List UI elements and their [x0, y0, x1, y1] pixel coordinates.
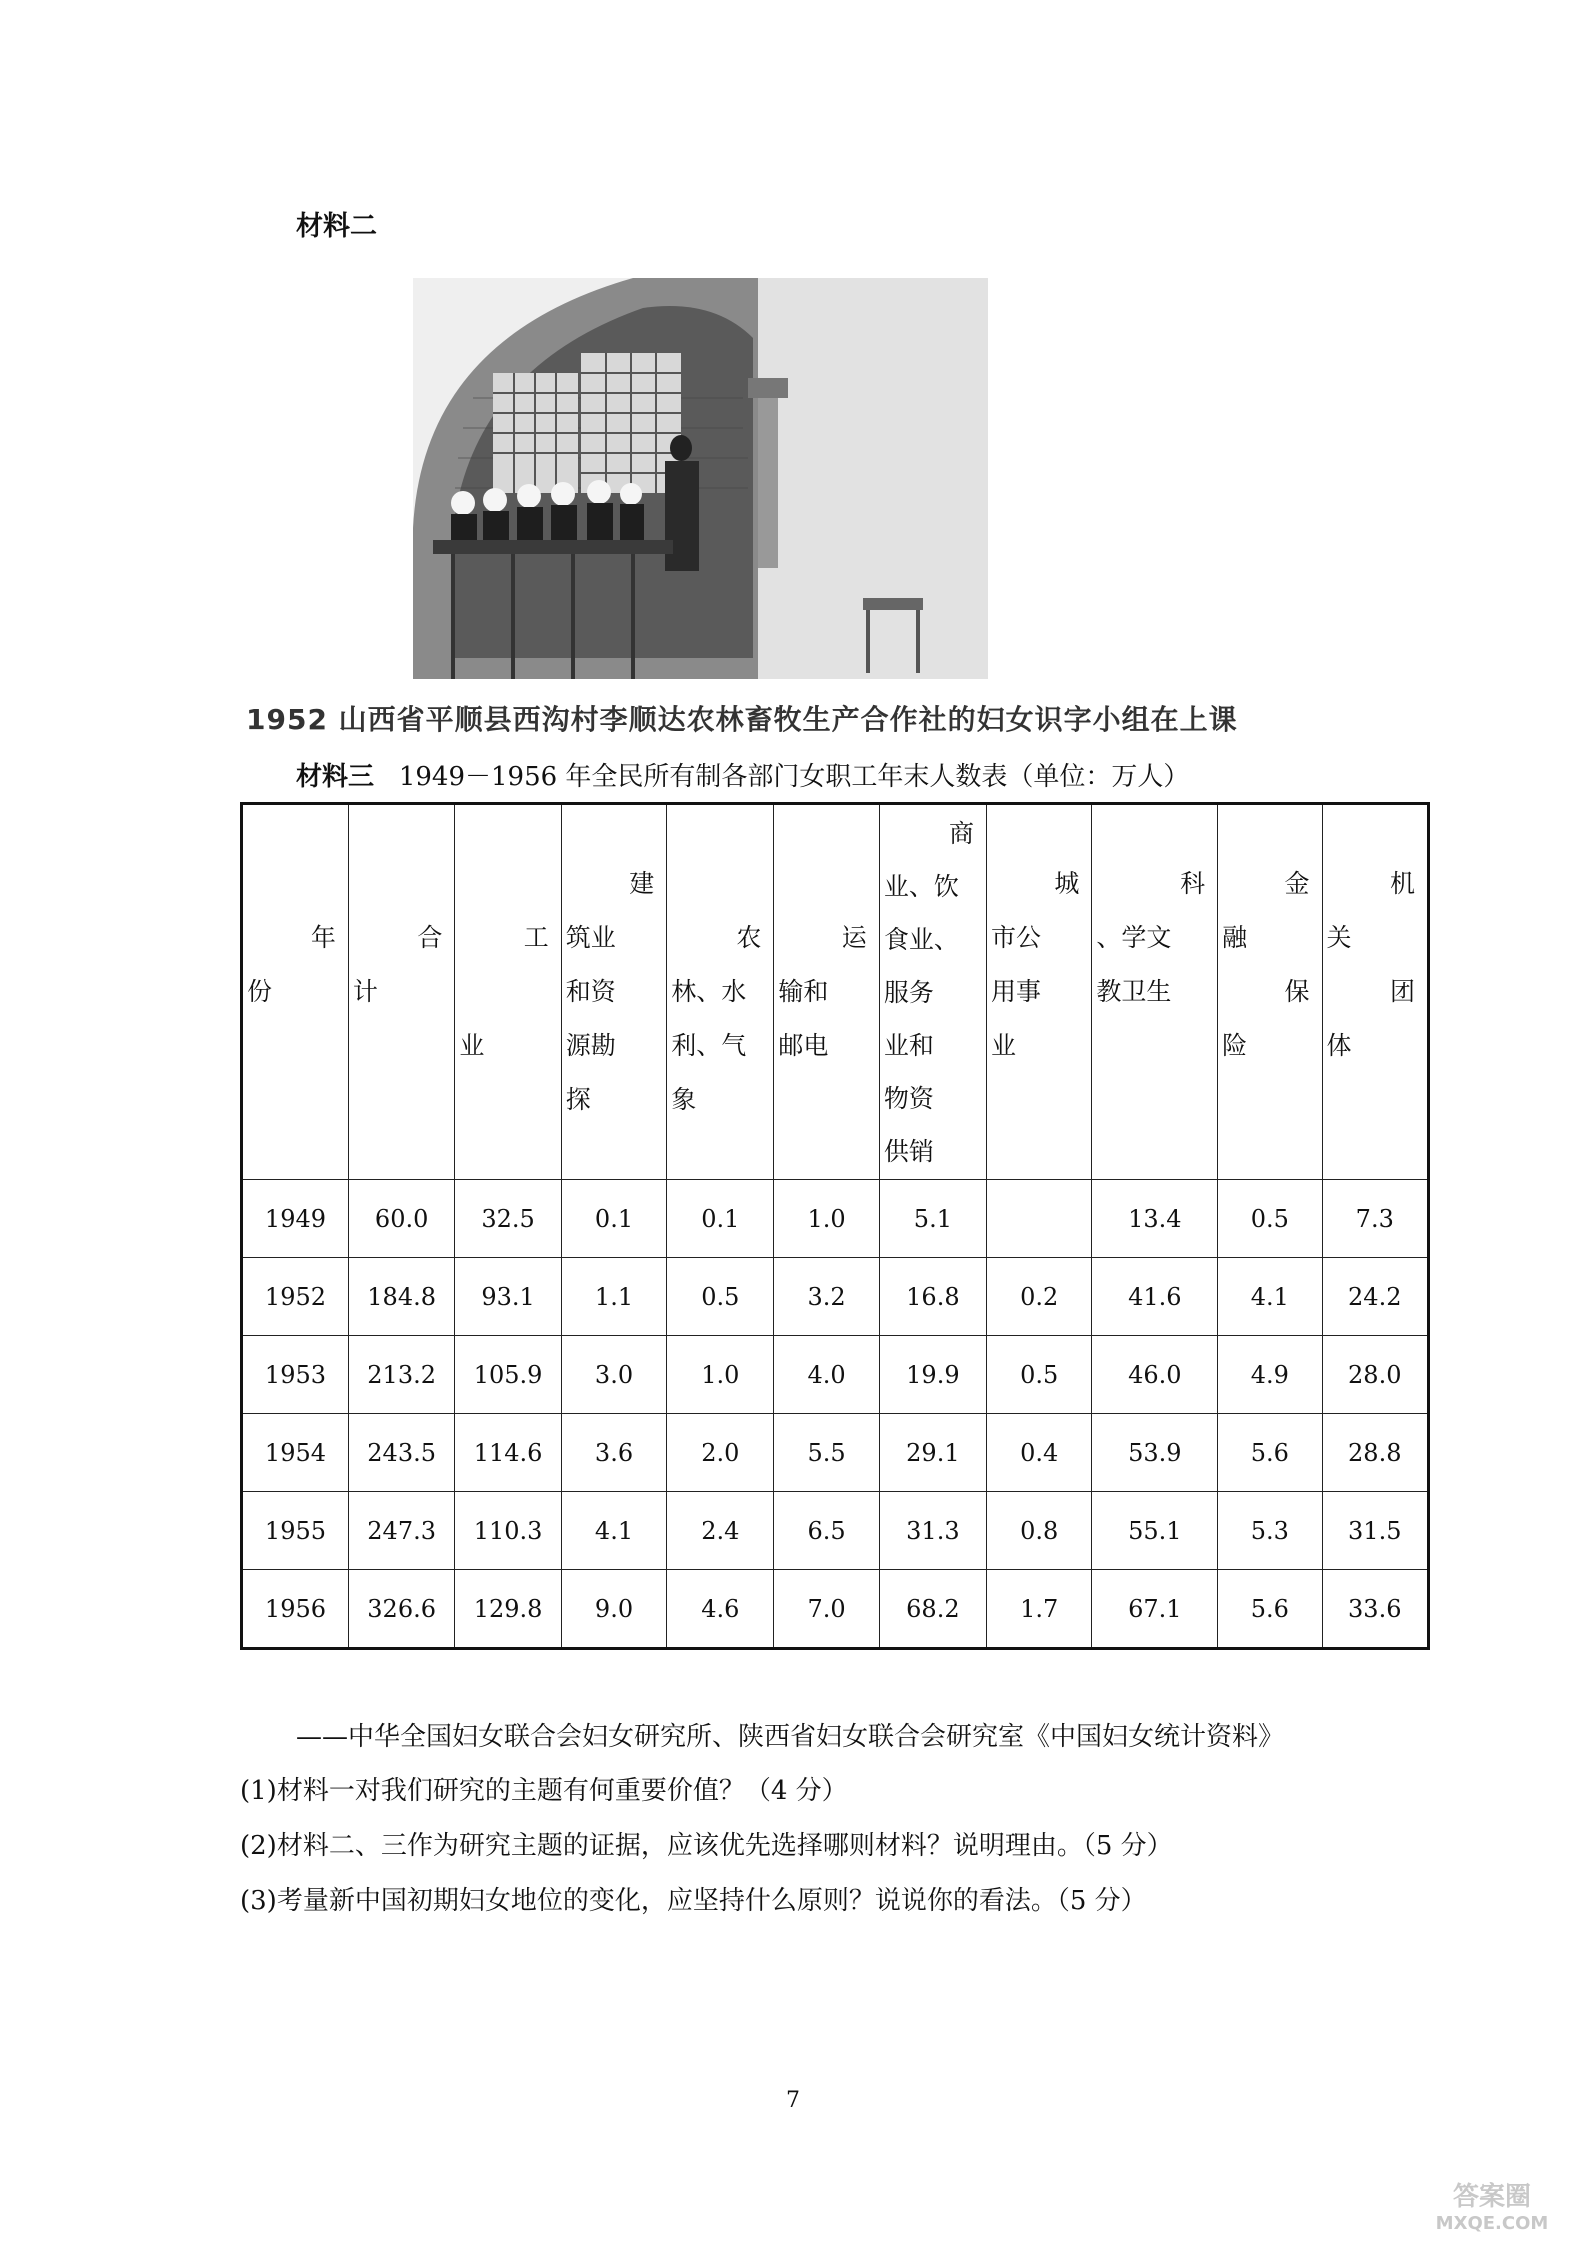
value-cell: 0.5: [1218, 1180, 1322, 1258]
value-cell: 0.5: [986, 1336, 1091, 1414]
value-cell: 33.6: [1322, 1570, 1428, 1649]
header-line: [351, 857, 452, 911]
header-line: [989, 1073, 1089, 1127]
value-cell: 67.1: [1092, 1570, 1218, 1649]
material3-title: [296, 756, 1189, 793]
value-cell: 31.3: [879, 1492, 986, 1570]
header-line: 利、气: [671, 1031, 747, 1060]
year-cell: 1955: [242, 1492, 349, 1570]
value-cell: 4.1: [561, 1492, 666, 1570]
header-line: [669, 857, 771, 911]
header-line: 象: [671, 1085, 697, 1114]
header-line: [245, 1019, 346, 1073]
header-finance-insurance: [1218, 804, 1322, 1180]
value-cell: 28.0: [1322, 1336, 1428, 1414]
value-cell: 28.8: [1322, 1414, 1428, 1492]
header-line: [457, 965, 558, 1019]
table-row: [242, 1414, 1429, 1492]
table-row: [242, 1180, 1429, 1258]
header-science-education: [1092, 804, 1218, 1180]
header-line: [351, 1019, 452, 1073]
header-line: 科: [1180, 869, 1206, 898]
material3-table-caption: 1949－1956 年全民所有制各部门女职工年末人数表（单位：万人）: [398, 762, 1190, 792]
table-row: [242, 1570, 1429, 1649]
header-construction: [561, 804, 666, 1180]
header-line: 市公: [990, 923, 1041, 952]
value-cell: 0.1: [667, 1180, 774, 1258]
value-cell: 114.6: [455, 1414, 561, 1492]
value-cell: 0.8: [986, 1492, 1091, 1570]
svg-text:答案圈: 答案圈: [1452, 2182, 1532, 2212]
value-cell: 13.4: [1092, 1180, 1218, 1258]
svg-text:MXQE.COM: MXQE.COM: [1435, 2213, 1549, 2234]
value-cell: 55.1: [1092, 1492, 1218, 1570]
value-cell: 16.8: [879, 1258, 986, 1336]
value-cell: 0.1: [561, 1180, 666, 1258]
value-cell: 1.0: [667, 1336, 774, 1414]
header-line: 团: [1389, 977, 1415, 1006]
header-line: [351, 1073, 452, 1127]
header-line: 业和: [883, 1030, 934, 1060]
header-line: 险: [1222, 1031, 1248, 1060]
photo-caption: 1952 山西省平顺县西沟村李顺达农林畜牧生产合作社的妇女识字小组在上课: [246, 703, 1238, 736]
header-line: 服务: [883, 977, 934, 1007]
header-line: 建: [629, 869, 655, 898]
header-line: 保: [1284, 977, 1310, 1006]
value-cell: 4.1: [1218, 1258, 1322, 1336]
question-3: (3)考量新中国初期妇女地位的变化，应坚持什么原则？说说你的看法。（5 分）: [240, 1886, 1147, 1916]
value-cell: 29.1: [879, 1414, 986, 1492]
header-commerce: [879, 804, 986, 1180]
header-transport: [774, 804, 879, 1180]
header-line: 运: [841, 923, 867, 952]
value-cell: 53.9: [1092, 1414, 1218, 1492]
header-line: 工: [523, 923, 549, 952]
value-cell: 9.0: [561, 1570, 666, 1649]
value-cell: 2.0: [667, 1414, 774, 1492]
table-row: [242, 1336, 1429, 1414]
year-cell: 1953: [242, 1336, 349, 1414]
value-cell: 326.6: [348, 1570, 454, 1649]
header-industry: [455, 804, 561, 1180]
header-line: [245, 857, 346, 911]
header-line: 输和: [778, 977, 829, 1006]
value-cell: 110.3: [455, 1492, 561, 1570]
value-cell: 24.2: [1322, 1258, 1428, 1336]
value-cell: 6.5: [774, 1492, 879, 1570]
value-cell: 19.9: [879, 1336, 986, 1414]
header-line: [1094, 1019, 1215, 1073]
header-line: [776, 857, 876, 911]
header-line: 合: [417, 923, 443, 952]
value-cell: 1.7: [986, 1570, 1091, 1649]
header-line: 业: [459, 1031, 485, 1060]
value-cell: [986, 1180, 1091, 1258]
value-cell: 247.3: [348, 1492, 454, 1570]
value-cell: 3.2: [774, 1258, 879, 1336]
value-cell: 5.6: [1218, 1570, 1322, 1649]
header-line: 业: [990, 1031, 1016, 1060]
value-cell: 0.4: [986, 1414, 1091, 1492]
header-line: 份: [247, 977, 273, 1006]
header-line: 食业、: [883, 924, 959, 954]
header-line: 融: [1222, 923, 1248, 952]
year-cell: 1956: [242, 1570, 349, 1649]
female-workers-table: [240, 802, 1430, 1650]
header-total: [348, 804, 454, 1180]
value-cell: 184.8: [348, 1258, 454, 1336]
value-cell: 213.2: [348, 1336, 454, 1414]
value-cell: 4.6: [667, 1570, 774, 1649]
table-body: [242, 1180, 1429, 1649]
header-line: 商: [948, 818, 974, 848]
header-line: [457, 857, 558, 911]
header-line: [1325, 1073, 1425, 1127]
table-header-row: [242, 804, 1429, 1180]
table-row: [242, 1492, 1429, 1570]
value-cell: 5.5: [774, 1414, 879, 1492]
header-line: 体: [1326, 1031, 1352, 1060]
value-cell: 105.9: [455, 1336, 561, 1414]
value-cell: 31.5: [1322, 1492, 1428, 1570]
value-cell: 93.1: [455, 1258, 561, 1336]
header-line: 城: [1054, 869, 1080, 898]
source-citation: ——中华全国妇女联合会妇女研究所、陕西省妇女联合会研究室《中国妇女统计资料》: [296, 1722, 1285, 1752]
value-cell: 2.4: [667, 1492, 774, 1570]
year-cell: 1952: [242, 1258, 349, 1336]
value-cell: 7.0: [774, 1570, 879, 1649]
classroom-photo: [413, 278, 988, 679]
header-line: 计: [352, 977, 378, 1006]
year-cell: 1954: [242, 1414, 349, 1492]
header-year: [242, 804, 349, 1180]
value-cell: 5.3: [1218, 1492, 1322, 1570]
value-cell: 4.9: [1218, 1336, 1322, 1414]
value-cell: 5.6: [1218, 1414, 1322, 1492]
header-line: 农: [736, 923, 762, 952]
header-line: 年: [310, 923, 336, 952]
page-number: 7: [786, 2088, 800, 2113]
value-cell: 1.1: [561, 1258, 666, 1336]
material2-label: 材料二: [296, 211, 377, 242]
header-line: 金: [1284, 869, 1310, 898]
header-line: 源勘: [565, 1031, 616, 1060]
header-line: 供销: [883, 1136, 934, 1166]
value-cell: 32.5: [455, 1180, 561, 1258]
header-line: [457, 1073, 558, 1127]
value-cell: 5.1: [879, 1180, 986, 1258]
header-line: 林、水: [671, 977, 747, 1006]
value-cell: 129.8: [455, 1570, 561, 1649]
value-cell: 1.0: [774, 1180, 879, 1258]
header-agriculture: [667, 804, 774, 1180]
header-line: 探: [565, 1085, 591, 1114]
value-cell: 60.0: [348, 1180, 454, 1258]
value-cell: 4.0: [774, 1336, 879, 1414]
header-line: 机: [1389, 869, 1415, 898]
header-public-utilities: [986, 804, 1091, 1180]
value-cell: 243.5: [348, 1414, 454, 1492]
question-2: (2)材料二、三作为研究主题的证据，应该优先选择哪则材料？说明理由。（5 分）: [240, 1831, 1173, 1861]
value-cell: 3.6: [561, 1414, 666, 1492]
header-line: 关: [1326, 923, 1352, 952]
table-row: [242, 1258, 1429, 1336]
value-cell: 68.2: [879, 1570, 986, 1649]
header-line: 用事: [990, 977, 1041, 1006]
header-line: 和资: [565, 977, 616, 1006]
value-cell: 7.3: [1322, 1180, 1428, 1258]
value-cell: 0.5: [667, 1258, 774, 1336]
header-line: 邮电: [778, 1031, 829, 1060]
watermark-logo: [1408, 2175, 1576, 2235]
value-cell: 3.0: [561, 1336, 666, 1414]
material3-label: 材料三: [296, 762, 375, 792]
year-cell: 1949: [242, 1180, 349, 1258]
header-line: 、学文: [1096, 923, 1172, 952]
header-line: 筑业: [565, 923, 616, 952]
value-cell: 0.2: [986, 1258, 1091, 1336]
header-line: [1094, 1073, 1215, 1127]
header-line: [1220, 1073, 1319, 1127]
value-cell: 41.6: [1092, 1258, 1218, 1336]
question-1: (1)材料一对我们研究的主题有何重要价值？（4 分）: [240, 1776, 848, 1806]
header-line: [245, 1073, 346, 1127]
header-line: 业、饮: [883, 871, 959, 901]
header-line: 教卫生: [1096, 977, 1172, 1006]
header-line: [776, 1073, 876, 1127]
value-cell: 46.0: [1092, 1336, 1218, 1414]
header-line: 物资: [883, 1083, 934, 1113]
header-government-organizations: [1322, 804, 1428, 1180]
